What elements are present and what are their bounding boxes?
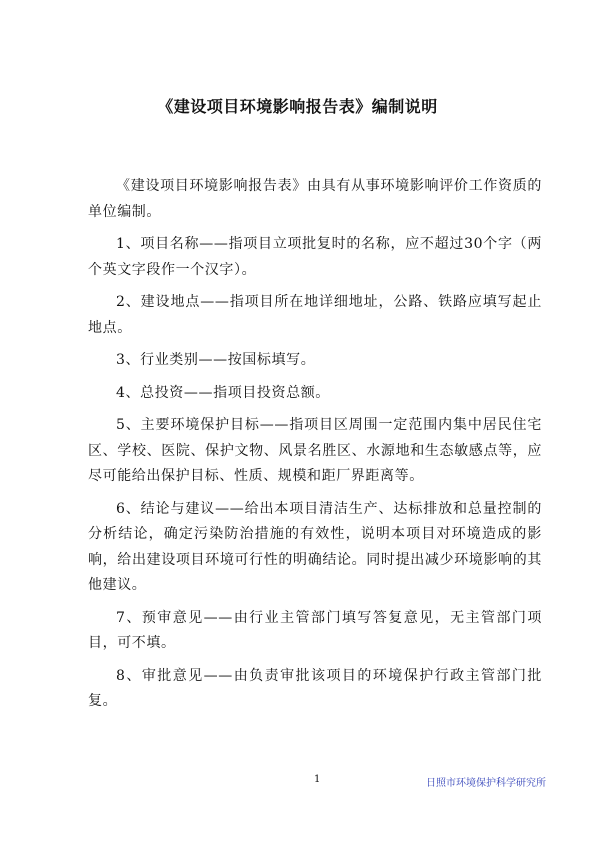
paragraph-pre-review: 7、预审意见——由行业主管部门填写答复意见，无主管部门项目，可不填。	[88, 609, 542, 651]
paragraph-conclusion: 6、结论与建议——给出本项目清洁生产、达标排放和总量控制的分析结论，确定污染防治措施的有效性，说明本项目对环境造成的影响，给出建设项目环境可行性的明确结论。同时提出减少环境影响的其他建议。	[88, 500, 542, 593]
paragraph-approval: 8、审批意见——由负责审批该项目的环境保护行政主管部门批复。	[88, 667, 542, 709]
institute-watermark: 日照市环境保护科学研究所	[426, 778, 546, 789]
paragraph-protection-targets: 5、主要环境保护目标——指项目区周围一定范围内集中居民住宅区、学校、医院、保护文物、风景名胜区、水源地和生态敏感点等，应尽可能给出保护目标、性质、规模和距厂界距离等。	[88, 417, 542, 484]
page-title: 《建设项目环境影响报告表》编制说明	[157, 97, 438, 116]
paragraph-investment: 4、总投资——指项目投资总额。	[116, 384, 330, 401]
paragraph-intro: 《建设项目环境影响报告表》由具有从事环境影响评价工作资质的单位编制。	[88, 178, 542, 220]
paragraph-project-name: 1、项目名称——指项目立项批复时的名称，应不超过30个字（两个英文字段作一个汉字）。	[88, 236, 542, 278]
paragraph-location: 2、建设地点——指项目所在地详细地址，公路、铁路应填写起止地点。	[88, 294, 542, 336]
paragraph-industry: 3、行业类别——按国标填写。	[116, 352, 316, 368]
page-number: 1	[314, 774, 321, 785]
document-body	[88, 174, 542, 722]
